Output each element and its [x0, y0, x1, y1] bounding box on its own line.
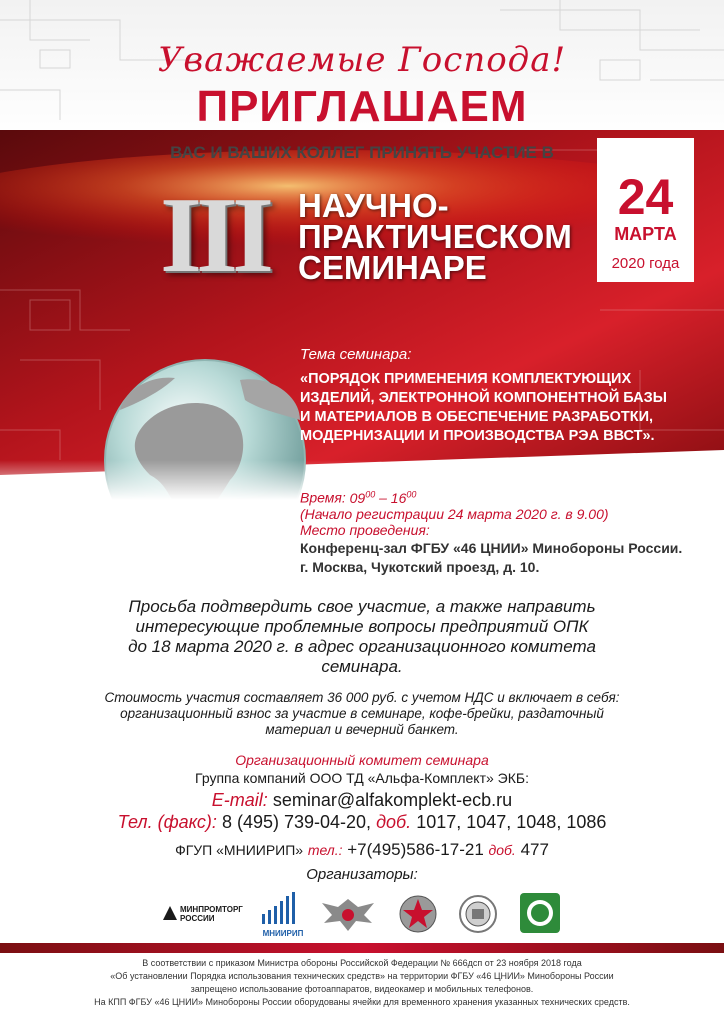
schedule-block [300, 486, 720, 575]
date-day: 24 [617, 169, 674, 225]
topic-line: МОДЕРНИЗАЦИИ И ПРОИЗВОДСТВА РЭА ВВСТ». [300, 428, 655, 444]
seminar-title-line: СЕМИНАРЕ [298, 249, 487, 286]
seminar-title-line: НАУЧНО- [298, 187, 449, 224]
topic-label: Тема семинара: [300, 346, 412, 363]
place-label: Место проведения: [300, 521, 430, 538]
email-label: E-mail: [211, 790, 268, 810]
mniirip-phone: +7(495)586-17-21 [347, 840, 484, 859]
mniirip-row [0, 840, 724, 860]
date-box [597, 138, 694, 282]
mniirip-logo-text: МНИИРИП [262, 929, 304, 938]
topic-line: И МАТЕРИАЛОВ В ОБЕСПЕЧЕНИЕ РАЗРАБОТКИ, [300, 409, 654, 425]
mniirip-name: ФГУП «МНИИРИП» [175, 842, 304, 858]
invite-subheading: ВАС И ВАШИХ КОЛЛЕГ ПРИНЯТЬ УЧАСТИЕ В [170, 143, 554, 162]
mniirip-tel-label: тел.: [307, 842, 343, 858]
time-row [300, 486, 720, 506]
mniirip-ext: 477 [520, 840, 549, 859]
date-year: 2020 года [611, 255, 680, 272]
group-name: Группа компаний ООО ТД «Альфа-Комплект» ЭКБ: [195, 770, 529, 786]
request-line: Просьба подтвердить свое участие, а также направить [128, 597, 596, 616]
time-end-hour: 16 [390, 489, 407, 506]
registration-note: (Начало регистрации 24 марта 2020 г. в 9.00) [300, 505, 609, 522]
mniirip-ext-label: доб. [488, 842, 516, 858]
minprom-line: МИНПРОМТОРГ [180, 905, 243, 914]
invite-heading: ПРИГЛАШАЕМ [196, 82, 528, 131]
email-row [0, 790, 724, 811]
time-start-hour: 09 [349, 489, 366, 506]
phone-ext: 1017, 1047, 1048, 1086 [416, 812, 607, 832]
footer-divider [0, 943, 724, 953]
phone-row [0, 812, 724, 833]
topic-line: ИЗДЕЛИЙ, ЭЛЕКТРОННОЙ КОМПОНЕНТНОЙ БАЗЫ [300, 390, 667, 406]
greeting-heading: Уважаемые Господа! [157, 40, 567, 80]
minprom-line: РОССИИ [180, 914, 215, 923]
mniirip-bars-icon [258, 892, 308, 924]
footer-line: «Об установлении Порядка использования технических средств» на территории ФГБУ «46 ЦНИИ» Минобороны России [110, 971, 614, 981]
request-line: до 18 марта 2020 г. в адрес организационного комитета [128, 637, 596, 656]
date-month: МАРТА [614, 224, 677, 244]
footer-notice [30, 957, 694, 1009]
cost-line: материал и вечерний банкет. [265, 722, 459, 737]
footer-line: В соответствии с приказом Министра обороны Российской Федерации № 666дсп от 23 ноября 2018 года [142, 958, 582, 968]
eagle-emblem-icon [318, 893, 378, 935]
time-label: Время: [300, 489, 346, 506]
place-line: Конференц-зал ФГБУ «46 ЦНИИ» Минобороны России. [300, 539, 683, 556]
place-line: г. Москва, Чукотский проезд, д. 10. [300, 558, 540, 575]
phone-number: 8 (495) 739-04-20, [221, 812, 372, 832]
mniirip-logo [258, 892, 308, 938]
time-start-min: 00 [365, 489, 376, 499]
phone-ext-label: доб. [376, 812, 412, 832]
footer-line: запрещено использование фотоаппаратов, видеокамер и мобильных телефонов. [190, 984, 534, 994]
seminar-title [298, 187, 572, 286]
time-end-min: 00 [406, 489, 417, 499]
green-company-logo-icon [520, 893, 560, 933]
cost-text [60, 690, 664, 738]
footer-line: На КПП ФГБУ «46 ЦНИИ» Минобороны России оборудованы ячейки для временного хранения указанных технических средств. [94, 997, 630, 1007]
seminar-title-line: ПРАКТИЧЕСКОМ [298, 218, 572, 255]
time-start [350, 490, 376, 506]
phone-label: Тел. (факс): [117, 812, 217, 832]
shield-emblem-icon [458, 893, 498, 935]
time-separator: – [379, 489, 387, 506]
request-line: семинара. [321, 657, 403, 676]
time-end [391, 490, 417, 506]
cost-line: Стоимость участия составляет 36 000 руб. с учетом НДС и включает в себя: [104, 690, 620, 705]
minpromtorg-icon [163, 906, 177, 920]
request-text [40, 597, 684, 677]
topic-text [300, 370, 680, 446]
request-line: интересующие проблемные вопросы предприятий ОПК [135, 617, 589, 636]
topic-line: «ПОРЯДОК ПРИМЕНЕНИЯ КОМПЛЕКТУЮЩИХ [300, 371, 632, 387]
email-link[interactable]: seminar@alfakomplekt-ecb.ru [272, 790, 513, 810]
seminar-number: III [160, 176, 269, 295]
organizers-label: Организаторы: [306, 866, 418, 883]
orgcom-heading: Организационный комитет семинара [235, 752, 489, 768]
star-emblem-icon [398, 893, 438, 935]
cost-line: организационный взнос за участие в семинаре, кофе-брейки, раздаточный [120, 706, 604, 721]
minpromtorg-logo [163, 902, 243, 926]
